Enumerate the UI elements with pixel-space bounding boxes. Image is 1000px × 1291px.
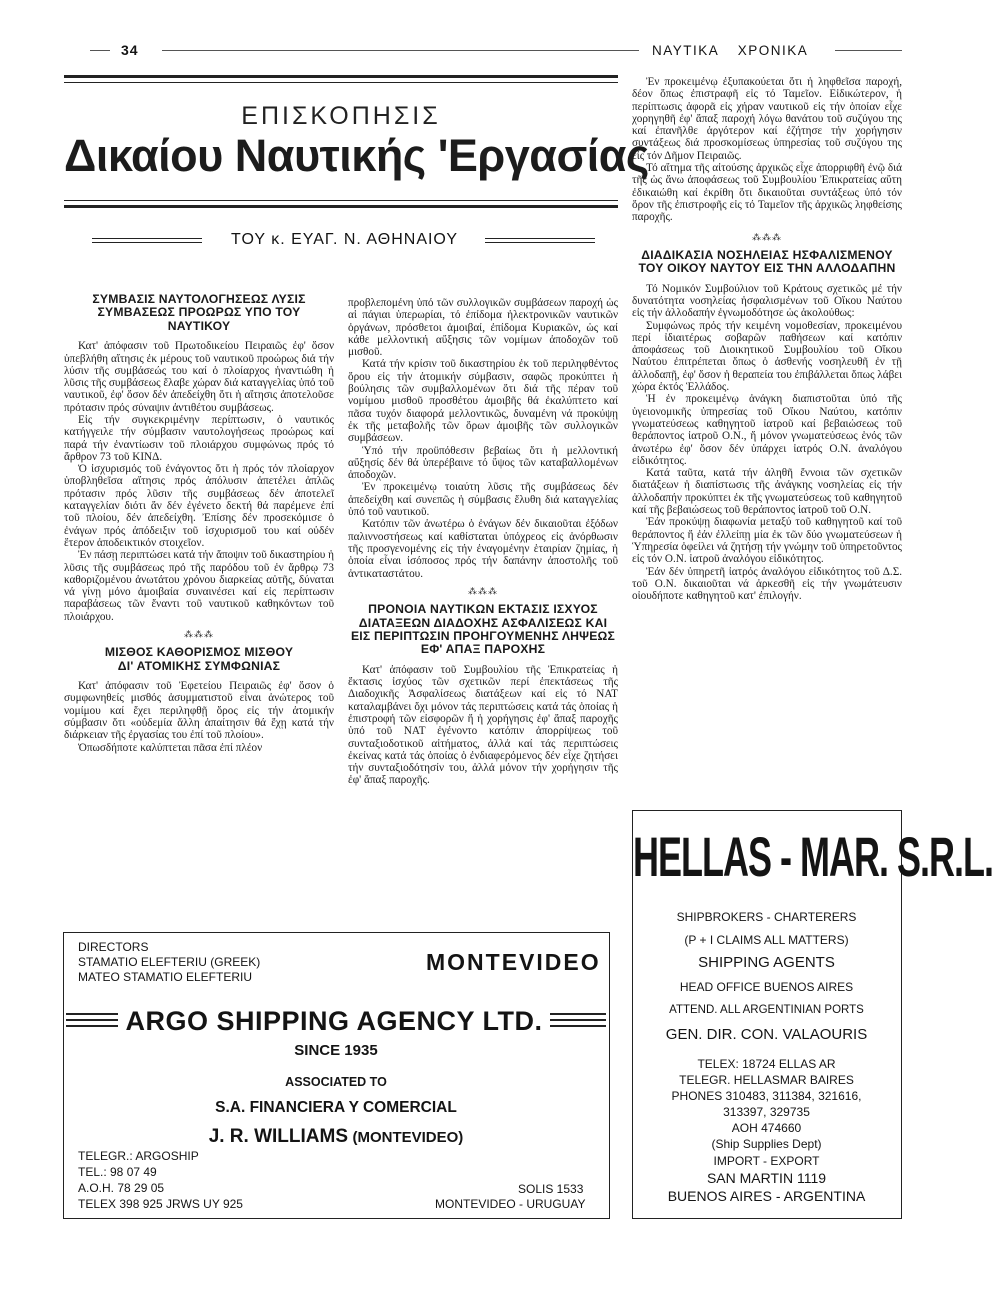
paragraph: Ὑπό τήν προϋπόθεσιν βεβαίως ὅτι ἡ μελλοντική αὔξησίς δέν θά ὑπερέβαινε τό ὕψος τῶν καταβαλλομένων ἀποδοχῶν. bbox=[348, 444, 618, 482]
byline: ΤΟΥ κ. ΕΥΑΓ. Ν. ΑΘΗΝΑΙΟΥ bbox=[230, 231, 459, 248]
argo-company-name: ARGO SHIPPING AGENCY LTD. bbox=[125, 1006, 543, 1036]
contact-telegr: TELEGR.: ARGOSHIP bbox=[78, 1149, 199, 1163]
hellas-phones: 313397, 329735 bbox=[723, 1105, 810, 1119]
paragraph: Εἰς τήν συγκεκριμένην περίπτωσιν, ὁ ναυτικός κατήγγειλε τήν σύμβασιν ναυτολογήσεως προώρως καί παρά τήν ἐναντίωσιν τοῦ πλοιάρχου συμφώνως πρός τό ἄρθρον 73 τοῦ ΚΙΝΔ. bbox=[64, 414, 334, 463]
associate-williams bbox=[64, 1126, 608, 1148]
rule-right-mid bbox=[550, 1019, 606, 1021]
directors-label: DIRECTORS bbox=[78, 940, 149, 954]
address-street: SOLIS 1533 bbox=[518, 1182, 584, 1196]
hellas-line: HEAD OFFICE BUENOS AIRES bbox=[679, 980, 854, 994]
hellas-ship-supplies: (Ship Supplies Dept) bbox=[711, 1137, 822, 1151]
magazine-title: ΝΑΥΤΙΚΑ ΧΡΟΝΙΚΑ bbox=[652, 43, 809, 58]
hellas-line: SHIPPING AGENTS bbox=[698, 954, 835, 971]
paragraph: Ἡ ἐν προκειμένῳ ἀνάγκη διαπιστοῦται ὑπό τῆς ὑγειονομικῆς ὑπηρεσίας τοῦ Οἴκου Ναύτου, κατόπιν γνωματεύσεως καθηγητοῦ ἰατροῦ καί βεβαιώσεως τοῦ θεράποντος ἰατροῦ Ο.Ν., ἤ μόνον γνωματεύσεως ἑνός τῶν ἀνωτέρω ἐφ' ὅσον δέν ὑπάρχει ἰατρός Ο.Ν. ἀναλόγου εἰδικότητος. bbox=[632, 393, 902, 467]
feature-supertitle: ΕΠΙΣΚΟΠΗΣΙΣ bbox=[241, 102, 441, 130]
section-heading-treatment: ΔΙΑΔΙΚΑΣΙΑ ΝΟΣΗΛΕΙΑΣ ΗΣΦΑΛΙΣΜΕΝΟΥ ΤΟΥ ΟΙΚΟΥ ΝΑΥΤΟΥ ΕΙΣ ΤΗΝ ΑΛΛΟΔΑΠΗΝ bbox=[638, 247, 896, 276]
paragraph: Ἐν πάσῃ περιπτώσει κατά τήν ἄποψιν τοῦ δικαστηρίου ἡ λῦσις τῆς συμβάσεως πρό τῆς παρόδου τοῦ ἐν ἄρθρῳ 73 καθοριζομένου ἀνωτάτου χρόνου διαρκείας αὐτῆς, δύναται νά γίνῃ μόνο ἀμοιβαία συναινέσει καί εἰς περίπτωσιν παραβάσεως τῶν ἔναντι τοῦ ναυτικοῦ καθηκόντων τοῦ πλοιάρχου. bbox=[64, 549, 334, 623]
byline-rule-right bbox=[485, 238, 595, 243]
hellas-line: (P + I CLAIMS ALL MATTERS) bbox=[684, 933, 849, 947]
hellas-telex: TELEX: 18724 ELLAS AR bbox=[697, 1057, 836, 1071]
feature-title: Δικαίου Ναυτικής 'Εργασίας bbox=[64, 130, 649, 181]
hellas-brand: HELLAS - MAR. S.R.L. bbox=[633, 825, 993, 889]
article-column-2 bbox=[348, 297, 618, 787]
paragraph: Ἐάν δέν ὑπηρετῆ ἰατρός ἀναλόγου εἰδικότητος τοῦ Δ.Σ. τοῦ Ο.Ν. δικαιοῦται νά ἀρκεσθῆ εἰς τήν γνωμάτευσιν οἱουδήποτε καθηγητοῦ κατ' ἐπιλογήν. bbox=[632, 565, 902, 603]
byline-rule-left bbox=[92, 238, 202, 243]
hellas-mar-advertisement bbox=[632, 810, 993, 1219]
director-name: STAMATIO ELEFTERIU (GREEK) bbox=[78, 955, 261, 969]
paragraph: Κατά ταῦτα, κατά τήν ἀληθῆ ἔννοια τῶν σχετικῶν διατάξεων ἡ διαπίστωσις τῆς ἀνάγκης νοσηλείας εἰς τήν ἀλλοδαπήν προκύπτει ἐκ τῆς γνωματεύσεως τοῦ καθηγητοῦ καί τῆς βεβαιώσεως τοῦ θεράποντος ἰατροῦ τοῦ Ο.Ν. bbox=[632, 467, 902, 517]
associate-company: S.A. FINANCIERA Y COMERCIAL bbox=[215, 1099, 457, 1116]
section-ornament: ⁂⁂⁂ bbox=[184, 630, 214, 641]
hellas-telegr: TELEGR. HELLASMAR BAIRES bbox=[679, 1073, 854, 1087]
page-number: 34 bbox=[121, 42, 139, 58]
contact-tel: TEL.: 98 07 49 bbox=[78, 1165, 157, 1179]
section-heading-wage: ΜΙΣΘΟΣ ΚΑΘΟΡΙΣΜΟΣ ΜΙΣΘΟΥ ΔΙ' ΑΤΟΜΙΚΗΣ ΣΥΜΦΩΝΙΑΣ bbox=[104, 645, 294, 673]
paragraph: Κατ' ἀπόφασιν τοῦ Πρωτοδικείου Πειραιῶς ἐφ' ὅσον ὑπεβλήθη αἴτησις ἐκ μέρους τοῦ ναυτικοῦ προώρως διά τήν λύσιν τῆς συμβάσεώς του καί ὁ πλοίαρχος ἠναντιώθη ἡ λῦσις τῆς συμβάσεως ἔλαβε χώραν διά καταγγελίας ὑπό τοῦ ναυτικοῦ, ἐφ' ὅσον δέν ἀπεδείχθη ὅτι ἡ αἴτησις ἀποτελοῦσε πρότασιν πρός σύναψιν ἀντιθέτου συμβάσεως. bbox=[64, 340, 334, 414]
paragraph: προβλεπομένη ὑπό τῶν συλλογικῶν συμβάσεων παροχή ὡς αἱ πάγιαι ὑπερωρίαι, τό ἐπίδομα ἠλεκτρονικῶν ναυτικῶν ὀργάνων, πρόσθετοι ἀμοιβαί, ἐπίδομα Κυριακῶν, ὡς καί κάθε μελλοντική αὔξησις τῶν νομίμων ἀποδοχῶν τοῦ μισθοῦ. bbox=[348, 297, 618, 359]
paragraph: Κατ' ἀπόφασιν τοῦ Συμβουλίου τῆς Ἐπικρατείας ἡ ἔκτασις ἰσχύος τῶν σχετικῶν περί ἐπεκτάσεως τῆς Διαδοχικῆς Ἀσφαλίσεως διατάξεων καί εἰς τό ΝΑΤ καταλαμβάνει ὄχι μόνον τάς περιπτώσεις κατά τάς ὁποίας ἡ ἐπιστροφή τῶν εἰσφορῶν ἤ ἡ χορήγησις ἐφ' ἅπαξ παροχῆς ὑπό τοῦ ΝΑΤ ἐγένοντο κατόπιν ἀπορρίψεως τοῦ συνταξιοδοτικοῦ αἰτήματος, ἀλλά καί τάς περιπτώσεις ἐκείνας κατά τάς ὁποίας ὁ ἐνδιαφερόμενος δέν εἶχε ζητήσει τήν συνταξιοδότησίν του, ἀλλά μόνον τήν χορήγησιν τῆς ἐφ' ἅπαξ παροχῆς. bbox=[348, 663, 618, 787]
paragraph: Ὁπωσδήποτε καλύπτεται πᾶσα ἐπί πλέον bbox=[78, 741, 263, 754]
paragraph: Τό αἴτημα τῆς αἰτούσης ἀρχικῶς εἶχε ἀπορριφθῆ ἐνῷ διά τῆς ὡς ἄνω ἀποφάσεως τοῦ Συμβουλίου Ἐπικρατείας αὕτη ἐδικαιώθη καί ἐκρίθη ὅτι δικαιοῦται συντάξεως ὑπό τόν ὅρον τῆς ἐπιστροφῆς εἰς τό Ταμεῖον τῆς ἀρχικῶς ληφθείσης παροχῆς. bbox=[632, 162, 902, 224]
associated-label: ASSOCIATED TO bbox=[285, 1075, 387, 1089]
hellas-aoh: AOH 474660 bbox=[731, 1121, 802, 1135]
rule-left-mid bbox=[66, 1019, 118, 1021]
ad-city-heading: MONTEVIDEO bbox=[426, 949, 601, 975]
article-column-3 bbox=[632, 76, 902, 602]
paragraph: Κατόπιν τῶν ἀνωτέρω ὁ ἐνάγων δέν δικαιοῦται ἐξόδων παλιννοστήσεως καί καθίσταται ὑπόχρεος εἰς ἀνόρθωσιν τῆς προσγενομένης εἰς τήν ἐναγομένην ἑταιρίαν ζημίας, ἡ ὁποία εἶναι ἰσόποσος πρός τήν δαπάνην ἀποστολῆς τοῦ ἀντικαταστάτου. bbox=[348, 518, 618, 580]
williams-name: J. R. WILLIAMS bbox=[208, 1126, 349, 1147]
section-ornament: ⁂⁂⁂ bbox=[752, 232, 782, 243]
paragraph: Ἐν προκειμένῳ τοιαύτη λῦσις τῆς συμβάσεως δέν ἀπεδείχθη καί συνεπῶς ἡ σύμβασις ἔλυθη διά καταγγελίας ὑπό τοῦ ναυτικοῦ. bbox=[348, 481, 618, 519]
paragraph: Ἐν προκειμένῳ ἐξυπακούεται ὅτι ἡ ληφθεῖσα παροχή, δέον ὅπως ἐπιστραφῆ εἰς τό Ταμεῖον. Εἰδικώτερον, ἡ περίπτωσις ἀφορᾶ εἰς χήραν ναυτικοῦ εἰς τήν ὁποίαν εἶχε χορηγηθῆ ἐφ' ἅπαξ παροχή λόγω θανάτου τοῦ συζύγου της καί ἐπανῆλθε ἀργότερον καί ἐζήτησε τήν χορήγησιν συντάξεως διά προσκομίσεως ὑπηρεσίας τοῦ συζύγου της εἰς τόν Δῆμον Πειραιῶς. bbox=[632, 76, 902, 162]
hellas-line: GEN. DIR. CON. VALAOURIS bbox=[665, 1026, 868, 1043]
paragraph: Κατ' ἀπόφασιν τοῦ Ἐφετείου Πειραιῶς ἐφ' ὅσον ὁ συμφωνηθείς μισθός ἀσυμματιστοῦ εἶναι ἀνώτερος τοῦ νομίμου καί ἔχει περιληφθῇ ὅρος εἰς τήν ἀτομικήν σύμβασιν ὅτι «οὐδεμία ἄλλη ἀπαίτησιν θά ἔχῃ κατά τήν διάρκειαν τῆς ἐργασίας του ἐπί τοῦ πλοίου». bbox=[64, 680, 334, 742]
title-rule-bottom bbox=[64, 200, 618, 208]
article-column-1 bbox=[64, 293, 334, 754]
director-name: MATEO STAMATIO ELEFTERIU bbox=[78, 970, 253, 984]
hellas-line: SHIPBROKERS - CHARTERERS bbox=[676, 910, 857, 924]
paragraph: Τό Νομικόν Συμβούλιον τοῦ Κράτους σχετικῶς μέ τήν δυνατότητα νοσηλείας ἠσφαλισμένων τοῦ Οἴκου Ναύτου εἰς τήν ἀλλοδαπήν ἐγνωμοδότησε ὡς ἀκολούθως: bbox=[632, 282, 902, 320]
hellas-import-export: IMPORT - EXPORT bbox=[713, 1154, 820, 1168]
section-heading-contract: ΣΥΜΒΑΣΙΣ ΝΑΥΤΟΛΟΓΗΣΕΩΣ ΛΥΣΙΣ ΣΥΜΒΑΣΕΩΣ ΠΡΟΩΡΩΣ ΥΠΟ ΤΟΥ ΝΑΥΤΙΚΟΥ bbox=[92, 292, 306, 333]
title-rule-top bbox=[64, 75, 618, 83]
contact-aoh: A.O.H. 78 29 05 bbox=[78, 1181, 165, 1195]
section-ornament: ⁂⁂⁂ bbox=[468, 586, 498, 597]
paragraph: Συμφώνως πρός τήν κειμένη νομοθεσίαν, προκειμένου περί ἰδιαιτέρως σοβαρῶν παθήσεων καί κατόπιν ἀποφάσεως τοῦ Διοικητικοῦ Συμβουλίου τοῦ Οἴκου Ναύτου ἐπιτρέπεται ὅπως ὁ ἀσθενής νοσηλευθῆ ἐν τῇ ἀλλοδαπῇ, ἐφ' ὅσον ἡ θεραπεία του ἐπιβάλλεται ὅπως λάβει χώρα ἐκτός Ἑλλάδος. bbox=[632, 319, 902, 394]
section-heading-welfare: ΠΡΟΝΟΙΑ ΝΑΥΤΙΚΩΝ ΕΚΤΑΣΙΣ ΙΣΧΥΟΣ ΔΙΑΤΑΞΕΩΝ ΔΙΑΔΟΧΗΣ ΑΣΦΑΛΙΣΕΩΣ ΚΑΙ ΕΙΣ ΠΕΡΙΠΤΩΣΙΝ ΠΡΟΗΓΟΥΜΕΝΗΣ ΛΗΨΕΩΣ ΕΦ' ΑΠΑΞ ΠΑΡΟΧΗΣ bbox=[350, 602, 616, 657]
paragraph: Ἐάν προκύψῃ διαφωνία μεταξύ τοῦ καθηγητοῦ καί τοῦ θεράποντος ἤ ἐάν ἐλλείπῃ μία ἐκ τῶν δύο γνωματεύσεων ἡ Ὑπηρεσία ὀφείλει νά ζητήσῃ τήν γνώμην τοῦ ὑπηρετοῦντος εἰς τόν Ο.Ν. ἰατροῦ ἀναλόγου εἰδικότητος. bbox=[632, 516, 902, 566]
argo-shipping-advertisement bbox=[63, 932, 610, 1219]
williams-city: (MONTEVIDEO) bbox=[352, 1129, 464, 1146]
hellas-city: BUENOS AIRES - ARGENTINA bbox=[667, 1188, 866, 1204]
hellas-street: SAN MARTIN 1119 bbox=[706, 1170, 827, 1186]
hellas-phones: PHONES 310483, 311384, 321616, bbox=[671, 1089, 862, 1103]
contact-telex: TELEX 398 925 JRWS UY 925 bbox=[78, 1197, 243, 1211]
paragraph: Ὁ ἰσχυρισμός τοῦ ἐνάγοντος ὅτι ἡ πρός τόν πλοίαρχον ὑποβληθεῖσα αἴτησις πρός ἀπόλυσιν ἀπετέλει ἁπλῶς πρότασιν πρός λῦσιν τῆς συμβάσεως δέν ἀποτελεῖ καταγγελίαν διότι ἄν δέν ἐγένετο δεκτή θά παρέμενε ἐπί τοῦ πλοίου, δέν ἀπεδείχθη. Ἐπίσης δέν προσεκόμισε ὁ ἐνάγων πρός ἀπόδειξιν τοῦ ἰσχυρισμοῦ του καί οὐδέν ἕτερον ἀποδεικτικόν στοιχεῖον. bbox=[64, 463, 334, 549]
paragraph: Κατά τήν κρίσιν τοῦ δικαστηρίου ἐκ τοῦ περιληφθέντος ὅρου εἰς τήν ἀτομικήν σύμβασιν, σαφῶς προκύπτει ἡ βούλησις τῶν συμβαλλομένων ὅτι διά τῆς πέραν τοῦ νομίμου μισθοῦ προσθέτου ἀμοιβῆς θά ἐκαλύπτετο καί πᾶσα τυχόν διαφορά μελλοντικῶς, δυναμένη νά προκύψῃ ἐκ τῆς μεταβολῆς τῶν ὅρων ἀμοιβῆς τῶν συλλογικῶν συμβάσεων. bbox=[348, 358, 618, 445]
address-city: MONTEVIDEO - URUGUAY bbox=[435, 1197, 586, 1211]
hellas-line: ATTEND. ALL ARGENTINIAN PORTS bbox=[669, 1004, 864, 1016]
since-year: SINCE 1935 bbox=[294, 1042, 378, 1059]
